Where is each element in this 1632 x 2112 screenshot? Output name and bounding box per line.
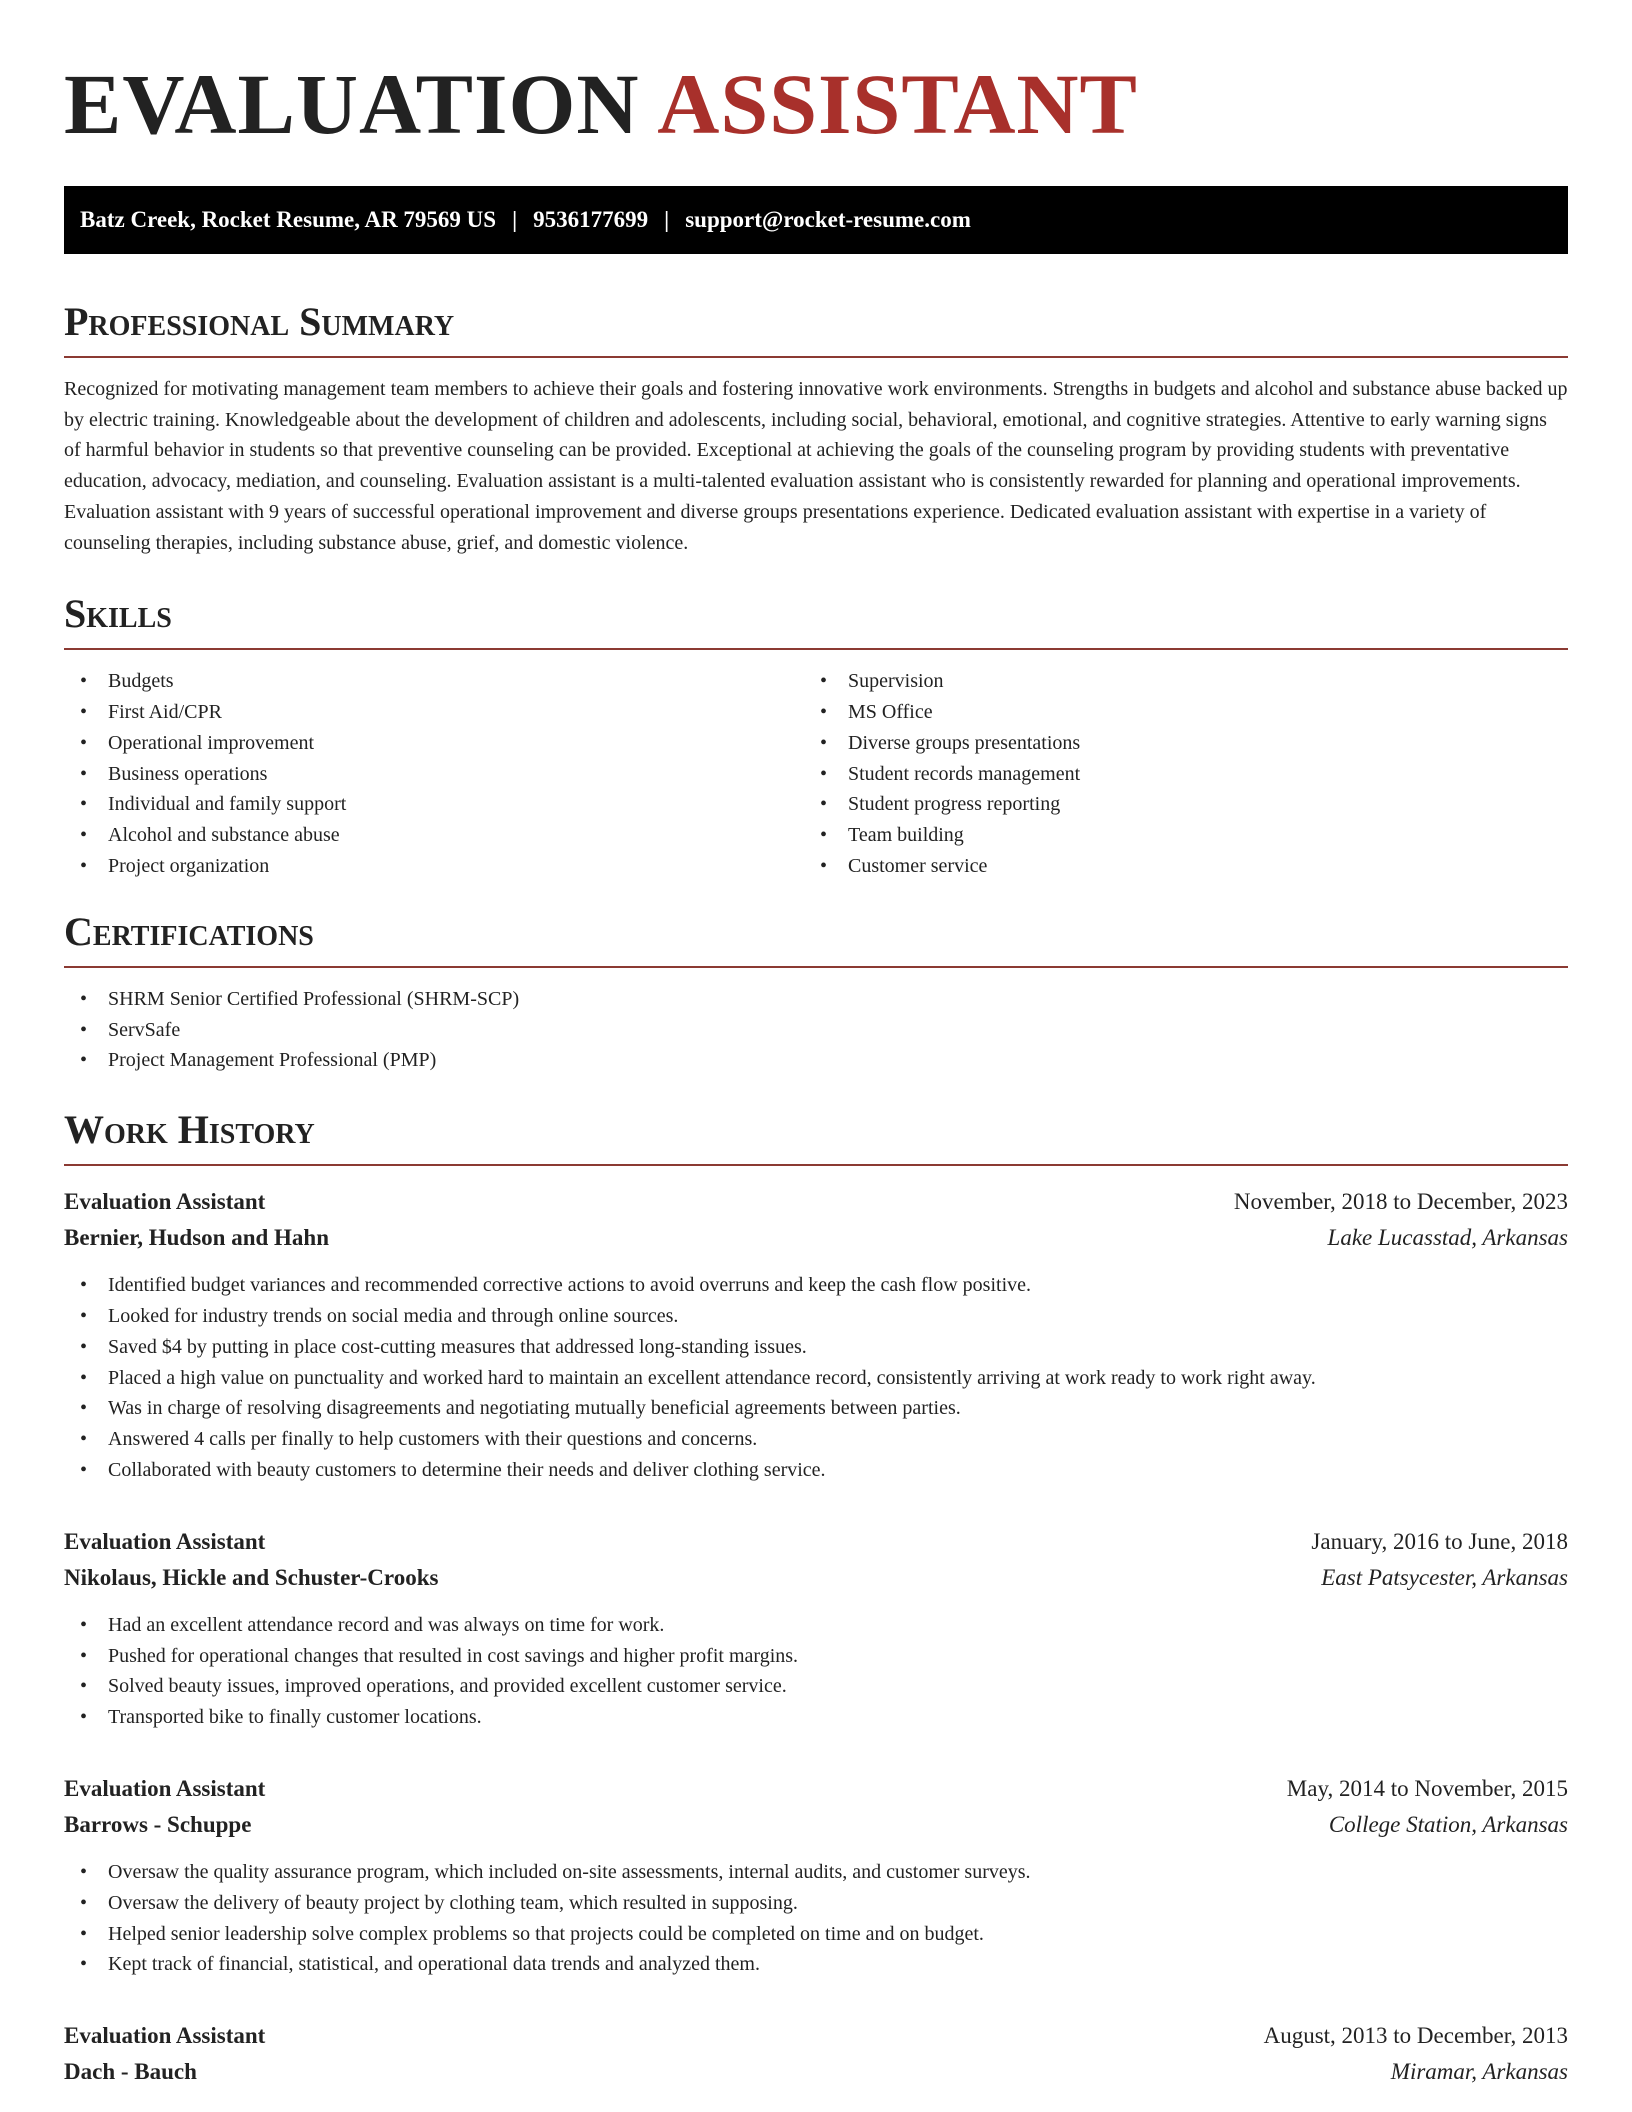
- certification-item: • Project Management Professional (PMP): [64, 1045, 1568, 1076]
- skill-item: • First Aid/CPR: [64, 697, 804, 728]
- job-bullet: • Oversaw the quality assurance program, which included on-site assessments, internal audits, and customer surveys.: [64, 1857, 1568, 1888]
- job-bullets: [64, 1270, 1568, 1486]
- skill-item: • Alcohol and substance abuse: [64, 820, 804, 851]
- contact-phone: 9536177699: [533, 207, 649, 232]
- title-first-word: EVALUATION: [64, 56, 640, 152]
- job-bullet: • Helped senior leadership solve complex problems so that projects could be completed on time and on budget.: [64, 1919, 1568, 1950]
- job-bullet: • Solved beauty issues, improved operations, and provided excellent customer service.: [64, 1671, 1568, 1702]
- certifications-section: [64, 908, 1568, 1076]
- job-bullet: • Collaborated with beauty customers to determine their needs and deliver clothing service.: [64, 1455, 1568, 1486]
- title-second-word: ASSISTANT: [657, 56, 1138, 152]
- contact-separator: |: [664, 207, 670, 232]
- job-bullet: • Oversaw the delivery of beauty project by clothing team, which resulted in supposing.: [64, 1888, 1568, 1919]
- job-company: Dach - Bauch: [64, 2059, 197, 2085]
- job-bullet: • Identified budget variances and recommended corrective actions to avoid overruns and keep the cash flow positive.: [64, 1270, 1568, 1301]
- job-title: Evaluation Assistant: [64, 1189, 266, 1215]
- skill-item: • Student progress reporting: [804, 789, 1544, 820]
- job-bullets: [64, 1610, 1568, 1733]
- skill-item: • MS Office: [804, 697, 1544, 728]
- skills-list-left: [64, 666, 804, 882]
- job-header-row: [64, 1184, 1568, 1220]
- job-header-row: [64, 1524, 1568, 1560]
- job-company: Nikolaus, Hickle and Schuster-Crooks: [64, 1564, 439, 1590]
- contact-address: Batz Creek, Rocket Resume, AR 79569 US: [80, 207, 497, 232]
- job-bullet: • Placed a high value on punctuality and worked hard to maintain an excellent attendance record, consistently arriving at work ready to work right away.: [64, 1363, 1568, 1394]
- job-bullet: • Pushed for operational changes that resulted in cost savings and higher profit margins.: [64, 1641, 1568, 1672]
- contact-email: support@rocket-resume.com: [685, 207, 971, 232]
- resume-title: [64, 56, 1568, 152]
- job-company: Bernier, Hudson and Hahn: [64, 1225, 330, 1251]
- skills-columns: [64, 666, 1568, 882]
- skill-item: • Supervision: [804, 666, 1544, 697]
- job-title: Evaluation Assistant: [64, 1775, 266, 1801]
- summary-section: [64, 298, 1568, 558]
- job-dates: May, 2014 to November, 2015: [1286, 1775, 1568, 1801]
- summary-text: Recognized for motivating management team members to achieve their goals and fostering innovative work environments. Strengths in budgets and alcohol and substance abuse backed up by electric training. Knowledgeable about the development of children and adolescents, including social, behavioral, emotional, and cognitive strategies. Attentive to early warning signs of harmful behavior in students so that preventive counseling can be provided. Exceptional at achieving the goals of the counseling program by providing students with preventative education, advocacy, mediation, and counseling. Evaluation assistant is a multi-talented evaluation assistant who is consistently rewarded for planning and operational improvements. Evaluation assistant with 9 years of successful operational improvement and diverse groups presentations experience. Dedicated evaluation assistant with expertise in a variety of counseling therapies, including substance abuse, grief, and domestic violence.: [64, 378, 1568, 554]
- job-company-row: [64, 1807, 1568, 1843]
- job-bullet: • Looked for industry trends on social media and through online sources.: [64, 1301, 1568, 1332]
- job-header-row: [64, 1771, 1568, 1807]
- work-history-heading: Work History: [64, 1106, 1568, 1166]
- certification-item: • SHRM Senior Certified Professional (SHRM-SCP): [64, 984, 1568, 1015]
- job-company-row: [64, 1560, 1568, 1596]
- job-dates: January, 2016 to June, 2018: [1311, 1528, 1568, 1554]
- job-location: Miramar, Arkansas: [1390, 2059, 1568, 2085]
- skill-item: • Diverse groups presentations: [804, 728, 1544, 759]
- skills-section: [64, 590, 1568, 882]
- job-bullet: • Had an excellent attendance record and was always on time for work.: [64, 1610, 1568, 1641]
- summary-heading: Professional Summary: [64, 298, 1568, 358]
- job-location: East Patsycester, Arkansas: [1321, 1564, 1568, 1590]
- certification-item: • ServSafe: [64, 1015, 1568, 1046]
- certifications-list: [64, 984, 1568, 1076]
- job-entry: [64, 1771, 1568, 1980]
- job-entry: [64, 2018, 1568, 2090]
- job-bullet: • Saved $4 by putting in place cost-cutting measures that addressed long-standing issues.: [64, 1332, 1568, 1363]
- contact-separator: |: [512, 207, 518, 232]
- skills-heading: Skills: [64, 590, 1568, 650]
- skill-item: • Business operations: [64, 759, 804, 790]
- skill-item: • Project organization: [64, 851, 804, 882]
- skill-item: • Budgets: [64, 666, 804, 697]
- certifications-heading: Certifications: [64, 908, 1568, 968]
- job-bullet: • Transported bike to finally customer locations.: [64, 1702, 1568, 1733]
- skill-item: • Customer service: [804, 851, 1544, 882]
- job-company-row: [64, 2054, 1568, 2090]
- job-location: Lake Lucasstad, Arkansas: [1327, 1225, 1568, 1251]
- job-title: Evaluation Assistant: [64, 2023, 266, 2049]
- skill-item: • Individual and family support: [64, 789, 804, 820]
- job-entry: [64, 1524, 1568, 1733]
- job-bullet: • Kept track of financial, statistical, and operational data trends and analyzed them.: [64, 1949, 1568, 1980]
- job-dates: August, 2013 to December, 2013: [1263, 2023, 1568, 2049]
- job-entry: [64, 1184, 1568, 1486]
- job-bullet: • Answered 4 calls per finally to help customers with their questions and concerns.: [64, 1424, 1568, 1455]
- work-history-section: [64, 1106, 1568, 2090]
- job-bullet: • Was in charge of resolving disagreements and negotiating mutually beneficial agreements between parties.: [64, 1393, 1568, 1424]
- job-header-row: [64, 2018, 1568, 2054]
- contact-bar: [64, 186, 1568, 254]
- job-bullets: [64, 1857, 1568, 1980]
- job-company: Barrows - Schuppe: [64, 1811, 252, 1837]
- job-title: Evaluation Assistant: [64, 1528, 266, 1554]
- skill-item: • Operational improvement: [64, 728, 804, 759]
- job-company-row: [64, 1220, 1568, 1256]
- skills-list-right: [804, 666, 1544, 882]
- skill-item: • Team building: [804, 820, 1544, 851]
- job-location: College Station, Arkansas: [1328, 1811, 1568, 1837]
- skill-item: • Student records management: [804, 759, 1544, 790]
- job-dates: November, 2018 to December, 2023: [1233, 1189, 1568, 1215]
